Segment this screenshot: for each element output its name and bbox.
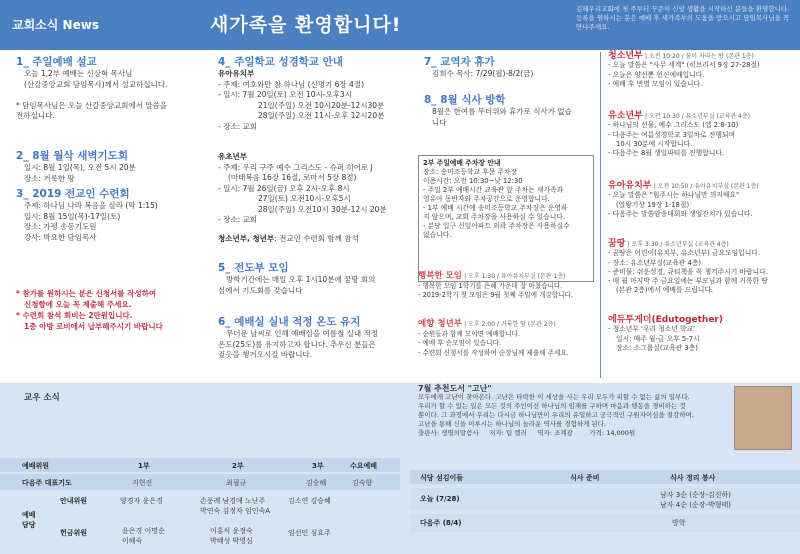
- section-sermon: 1_ 주일예배 설교 오늘 1,2부 예배는 신상혁 목사님 (산갈중앙교회 담임목사)께서 설교하십니다. * 담임목사님은 오늘 산갈중앙교회에서 말씀을 전하십니다.: [16, 56, 202, 122]
- members-news-title: 교우 소식: [24, 393, 60, 403]
- book-recommendation: 7월 추천도서 "고난" 모두에게 고난이 찾아온다. 고난은 타락한 이 세상을 사는 우리 모두가 피할 수 없는 삶의 일부다. 우리가 할 수 있는 일은 모든 것의 주인이신 하나님의 임재를 구하며 마음과 행동을 경비하는 것 뿐이다. 그 과정에서 우리는 다시금 하나님만이 우리의 유일하고 궁극적인 구원자이심을 절감하며, 고난을 통해 신을 이루시는 하나님의 놀라운 역사를 경험하게 된다. 출판사: 생명의말씀사 저자: 팀 켈러 역자: 조계광 가격: 14,000원: [418, 384, 694, 437]
- section-elementary-dept: 유소년부 | 오전 10:30 / 유소년부실 (교육관 4층) - 하나님의 선물, 예수 그리스도 (엡 2:8-10) - 다음주는 여름성경학교 3일차로 진행되며 10시 30분에 시작합니다. - 다음주는 8월 생일파티를 진행합니다.: [608, 111, 750, 158]
- section-retreat: 3_ 2019 전교인 수련회 주제: 하나님 나라 복음을 살라 (막 1:15) 일시: 8월 15일(목)-17일(토) 장소: 가평 송동기도원 강사: 박요한 담임목사: [16, 188, 158, 242]
- worship-staff-table: 예배위원 1부 2부 3부 수요예배 다음주 대표기도 지현진 최필규 김승혜 김숙향 예배 담당 안내위원 양경자 윤은경 손풍례 남경애 노난주 박연숙 김정자 임인숙A 김소연 김승혜 헌금위원 윤은경 이명순 이혜숙 이홍식 윤정숙 박혜성 박영심 임선민 심효주: [0, 458, 400, 554]
- section-happy-meeting: 행복한 모임 | 오후 1:30 / 유아유치부실 (본관 1층) - 행복한 모임 1학기를 은혜 가운데 잘 마쳤습니다. - 2019-2학기 첫 모임은 9월 첫째 주일에 개강합니다.: [418, 271, 573, 299]
- section-evangelism: 5_ 전도부 모임 방학기간에는 매일 오후 1시10분에 꿈땅 회의 실에서 기도회를 갖습니다: [218, 262, 376, 295]
- page-title: 새가족을 환영합니다!: [210, 14, 402, 36]
- header-notice: 김해우리교회에 첫 주부터 꾸준히 신앙 생활을 시작하신 분들을 환영합니다. 등록을 원하시는 분은 예배 후 새가족부의 도움을 받으시고 담임목사님을 꼭 만나주세요.: [576, 5, 790, 31]
- section-dawn-prayer: 2_ 8월 월삭 새벽기도회 일시: 8월 1일(목), 오전 5시 20분 장소: 거룩한 땅: [16, 150, 136, 183]
- column-divider: [600, 52, 601, 378]
- section-youth-dept: 청소년부 | 오전 10:20 / 꿈이 자라는 땅 (본관 1층) - 오늘 말씀은 "사무 세계" (히브리서 9장 27-28절) - 오늘은 양선뿐 헌신예배입니다. - 예배 후 변별 모임이 있습니다.: [608, 51, 760, 88]
- section-youth-note: 청소년부, 청년부: 전교인 수련회 함께 참석: [218, 234, 359, 243]
- section-kkumttang: 꿈땅 | 오후 3:30 / 유소년부실 (교육관 4층) - 꿈땅은 어린이(유치부, 유소년부) 금요모임입니다. - 장소: 유소년부실(교육관 4층) - 준비물: 쉬운성경, 큐티책을 꼭 챙겨주시기 바랍니다. - 매 월 마지막 주 금요일에는 부모님과 함께 거룩한 땅 (본관 2층)에서 예배를 드립니다.: [608, 239, 768, 295]
- section-edutogether: 에듀투게더(Edutogether) - 청소년부 '우리 청소년 학교' 일시: 매주 월-금 오후 5-7시 장소: 소그룹실(교육관 3층): [608, 315, 723, 352]
- header-banner: [0, 0, 800, 50]
- section-pastor-vacation: 7_ 교역자 휴가 김희수 목사: 7/29(월)-8/2(금): [424, 56, 534, 78]
- parking-notice-box: 2부 주일예배 주차장 안내 장소: 송미조등학교 후문 주차장 이용시간: 오전 10:30~낮 12:30 - 주일 2부 예배시간 교육관 앞 주차는 새가족과 영유아 동반자와 주차공간으로 운영합니다. - 1부 예배 시간에 송미조등학교 주차장은 운영하 지 않으며, 교회 주차장을 사용하실 수 있습니다. - 분당 입구 신일아파트 외곽 주차장은 사용하실수 없습니다.: [418, 155, 594, 282]
- section-title: 1_ 주일예배 설교: [16, 56, 97, 68]
- retreat-notice: * 참가를 원하시는 분은 신청서를 작성하여 신청함에 오늘 꼭 제출해 주세요. * 수련회 참석 회비는 2만원입니다. 1층 아방 로비에서 납부해주시기 바랍니다: [16, 289, 163, 331]
- section-temperature: 6_ 예배실 실내 적정 온도 유지 무더운 날씨로 인해 예배실을 여름철 실내 적정 온도(25도)를 유지하고자 합니다. 추우신 분들은 겉옷을 챙겨오시길 바랍니다.: [218, 316, 378, 359]
- meal-service-table: 식당 섬김이들 식사 준비 식사 정리 봉사 오늘 (7/28) 남자 3순 (순장-김진하) 남자 4순 (순장-박형태) 다음주 (8/4) 방학: [410, 470, 800, 554]
- section-bible-school: 4_ 주일학교 성경학교 안내 유아유치부 - 주제: 여호와만 참 하나님 (신명기 6장 4절) - 일시: 7월 20일(토) 오전 10시-오후3시 21일(주일) 오전 10시20분-12시30분 28일(주일) 오전 11시-오후 12시20분 - 장소: 교회: [218, 56, 385, 131]
- news-label: 교회소식 News: [12, 18, 99, 32]
- book-cover-image: [734, 386, 792, 450]
- section-elementary: 유초년부 - 주제: 우리 구주 예수 그리스도 - 슈퍼 히어로 J (마태복음 16장 16절, 로마서 5장 8절) - 일시: 7월 26일(금) 오후 2시-오후 8시 27일(토) 오전10시-오후5시 28일(주일) 오전10시 30분-12시 20분 - 장소: 교회: [218, 152, 387, 224]
- section-kinder-dept: 유아유치부 | 오전 10:50 / 유아유치부실 (본관 1층) - 오늘 말씀은 "힘주시는 하나님만 의지해요" (열왕기상 19장 1-18절) - 다음주는 말씀암송대회와 생일잔치가 있습니다.: [608, 181, 759, 218]
- section-young-adults: 예향 청년부 | 오후 2:00 / 거룩한 땅 (본관 2층) - 순원들과 함께 모이면 예배합니다. - 예배 후 순모임이 있습니다. - 수련회 신청서를 작성하여 순장님께 제출해 주세요.: [418, 319, 569, 357]
- section-meal-break: 8_ 8월 식사 방학 8월은 한여름 무더위와 휴가로 식사가 없습 니다: [424, 94, 572, 127]
